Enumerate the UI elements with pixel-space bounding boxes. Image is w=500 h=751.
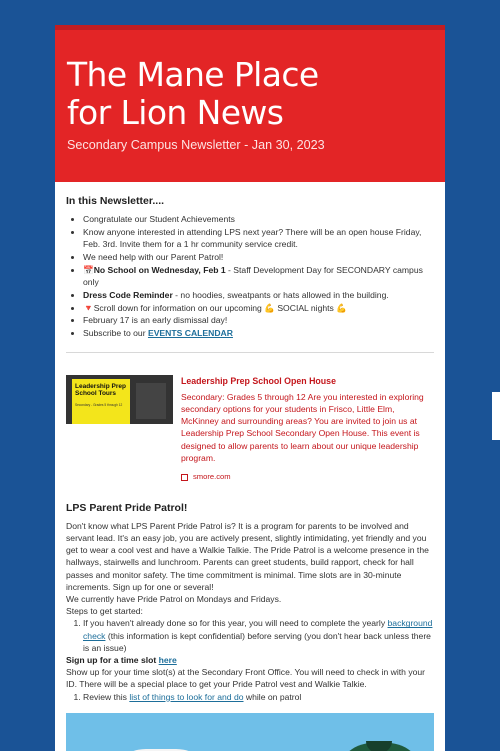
signup-here-link[interactable]: here [158,655,177,666]
step-item: 1. Review this list of things to look for and do while on patrol [83,691,434,703]
show-up-text: Show up for your time slot(s) at the Secondary Front Office. You will need to check in with your ID. There will be a special place to get your Pride Patrol vest and Walkie Talkie. [66,667,426,690]
open-house-title[interactable]: Leadership Prep School Open House [181,376,336,387]
title-line-2: for Lion News [67,93,284,132]
thumbnail-subtitle: Secondary - Grades 5 through 12 [75,403,123,408]
open-house-text [181,375,434,483]
parent-patrol-heading: LPS Parent Pride Patrol! [66,501,188,514]
review-list [66,691,434,703]
green-shirt-collar [366,741,392,751]
toc-item: • Congratulate our Student Achievements [83,213,434,225]
toc-item: • February 17 is an early dismissal day! [83,314,434,326]
source-domain: smore.com [193,472,231,482]
things-to-look-for-link[interactable]: list of things to look for and do [129,691,244,702]
section-divider [66,352,434,353]
thumbnail-title: Leadership Prep School Tours [75,383,126,398]
steps-list [66,617,434,654]
thumbnail-background [136,383,166,419]
events-calendar-link[interactable]: EVENTS CALENDAR [147,328,233,339]
toc-item: • 📅No School on Wednesday, Feb 1 - Staff Development Day for SECONDARY campus only [83,264,434,288]
external-link-icon [181,474,188,481]
toc-item: • Know anyone interested in attending LPS next year? There will be an open house Friday, Feb. 3rd. Invite them for a 1 hr community service credit. [83,226,434,250]
newsletter-body [55,182,445,751]
patrol-days: We currently have Pride Patrol on Mondays and Fridays. [66,594,282,604]
parent-patrol-section [66,502,434,751]
thumbnail-strip [66,424,173,432]
newsletter-card [55,25,445,751]
toc-list [66,213,434,339]
thumbnail-sign [72,379,130,424]
parent-patrol-paragraph: Don't know what LPS Parent Pride Patrol is? It is a program for parents to be involved and servant lead. It's an easy job, you are actively present, slightly intimidating, yet friendly and you get to wear a cool vest and have a Walkie Talkie. The Pride Patrol is a welcome presence in the hallways, stairwells and lunchroom. Parents can greet students, build rapport, check for hall passes and monitor safety. The time commitment is minimal. Time slots are in 30-minute increments. Sign up for one or several! [66,520,429,592]
toc-heading: In this Newsletter.... [66,195,165,207]
edge-decoration [492,392,500,440]
patrol-vest-photo [66,713,434,751]
newsletter-subtitle: Secondary Campus Newsletter - Jan 30, 2023 [67,138,325,152]
open-house-thumbnail[interactable] [66,375,173,432]
newsletter-title [67,56,433,132]
open-house-source-link[interactable] [181,471,434,483]
toc-item: • We need help with our Parent Patrol! [83,251,434,263]
toc-item: • Dress Code Reminder - no hoodies, sweatpants or hats allowed in the building. [83,289,434,301]
background-check-link[interactable]: background check [83,618,433,641]
toc-item: • 🔻Scroll down for information on our upcoming 💪 SOCIAL nights 💪 [83,302,434,314]
signup-line: Sign up for a time slot here [66,655,177,666]
newsletter-header [55,30,445,182]
step-item: 1. If you haven't already done so for this year, you will need to complete the yearly background check (this information is kept confidential) before serving (you don't hear back unless there is an issue) [83,617,434,654]
toc-item: • Subscribe to our EVENTS CALENDAR [83,327,434,339]
title-line-1: The Mane Place [67,55,319,94]
steps-label: Steps to get started: [66,606,143,617]
open-house-feature[interactable] [66,375,434,483]
open-house-description: Secondary: Grades 5 through 12 Are you interested in exploring secondary options for your students in Frisco, Little Elm, McKinney and surrounding areas? You are invited to join us at Leadership Prep School Secondary Open House. This event is designed to allow parents to learn about our unique leadership program. [181,391,424,464]
